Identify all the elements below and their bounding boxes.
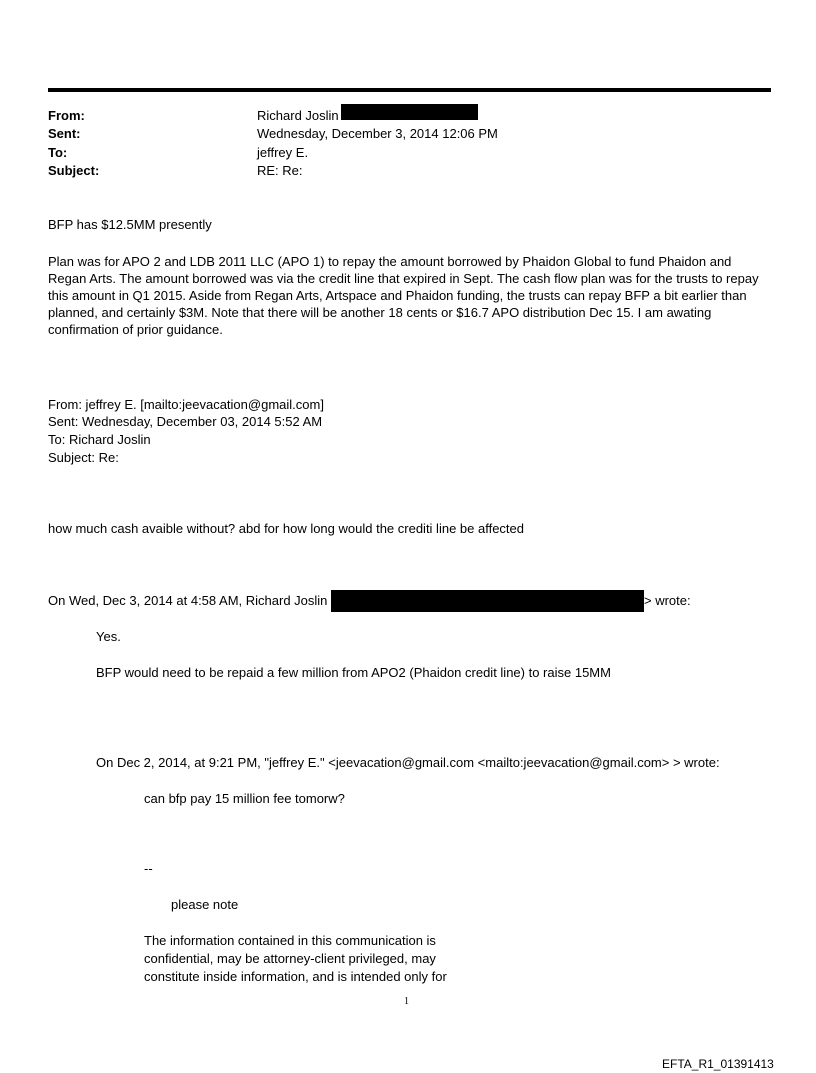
redaction-box-2 xyxy=(331,590,644,612)
quoted-to: To: Richard Joslin xyxy=(48,432,151,447)
disclaimer-line-1: The information contained in this communication is xyxy=(144,933,436,948)
from-label: From: xyxy=(48,108,85,123)
to-value: jeffrey E. xyxy=(257,145,309,160)
quoted-message: how much cash avaible without? abd for how long would the crediti line be affected xyxy=(48,521,524,536)
quoted-subject: Subject: Re: xyxy=(48,450,119,465)
please-note: please note xyxy=(171,897,239,912)
disclaimer-line-3: constitute inside information, and is intended only for xyxy=(144,969,447,984)
body-paragraph-2: Plan was for APO 2 and LDB 2011 LLC (APO 1) to repay the amount borrowed by Phaidon Global to fund Phaidon and Regan Arts. The amount borrowed was via the credit line that expired in Sept. The cash flow plan was for the trusts to repay this amount in Q1 2015. Aside from Regan Arts, Artspace and Phaidon funding, the trusts can repay BFP a bit earlier than planned, and certainly $3M. Note that there will be another 18 cents or $16.7 APO distribution Dec 15. I am awating confirmation of prior guidance. xyxy=(48,254,759,337)
sent-value: Wednesday, December 3, 2014 12:06 PM xyxy=(257,126,498,141)
document-id: EFTA_R1_01391413 xyxy=(662,1057,774,1071)
quoted-from: From: jeffrey E. [mailto:jeevacation@gmail.com] xyxy=(48,397,324,412)
body-line-1: BFP has $12.5MM presently xyxy=(48,217,212,232)
signature-dash: -- xyxy=(144,861,153,876)
from-value: Richard Joslin xyxy=(257,108,339,123)
page-number: 1 xyxy=(404,996,409,1007)
disclaimer-line-2: confidential, may be attorney-client privileged, may xyxy=(144,951,436,966)
quoted3-message: can bfp pay 15 million fee tomorw? xyxy=(144,791,345,806)
subject-value: RE: Re: xyxy=(257,163,303,178)
sent-label: Sent: xyxy=(48,126,81,141)
to-label: To: xyxy=(48,145,68,160)
redaction-box xyxy=(341,104,478,120)
quoted2-message: BFP would need to be repaid a few million from APO2 (Phaidon credit line) to raise 15MM xyxy=(96,665,611,680)
quoted2-yes: Yes. xyxy=(96,629,121,644)
header-rule xyxy=(48,88,771,92)
quoted2-intro: On Wed, Dec 3, 2014 at 4:58 AM, Richard Joslin xyxy=(48,593,328,608)
subject-label: Subject: xyxy=(48,163,100,178)
quoted3-intro: On Dec 2, 2014, at 9:21 PM, "jeffrey E." <jeevacation@gmail.com <mailto:jeevacation@gmail.com> > wrote: xyxy=(96,755,720,770)
quoted2-intro-end: > wrote: xyxy=(644,593,691,608)
quoted-sent: Sent: Wednesday, December 03, 2014 5:52 AM xyxy=(48,414,323,429)
